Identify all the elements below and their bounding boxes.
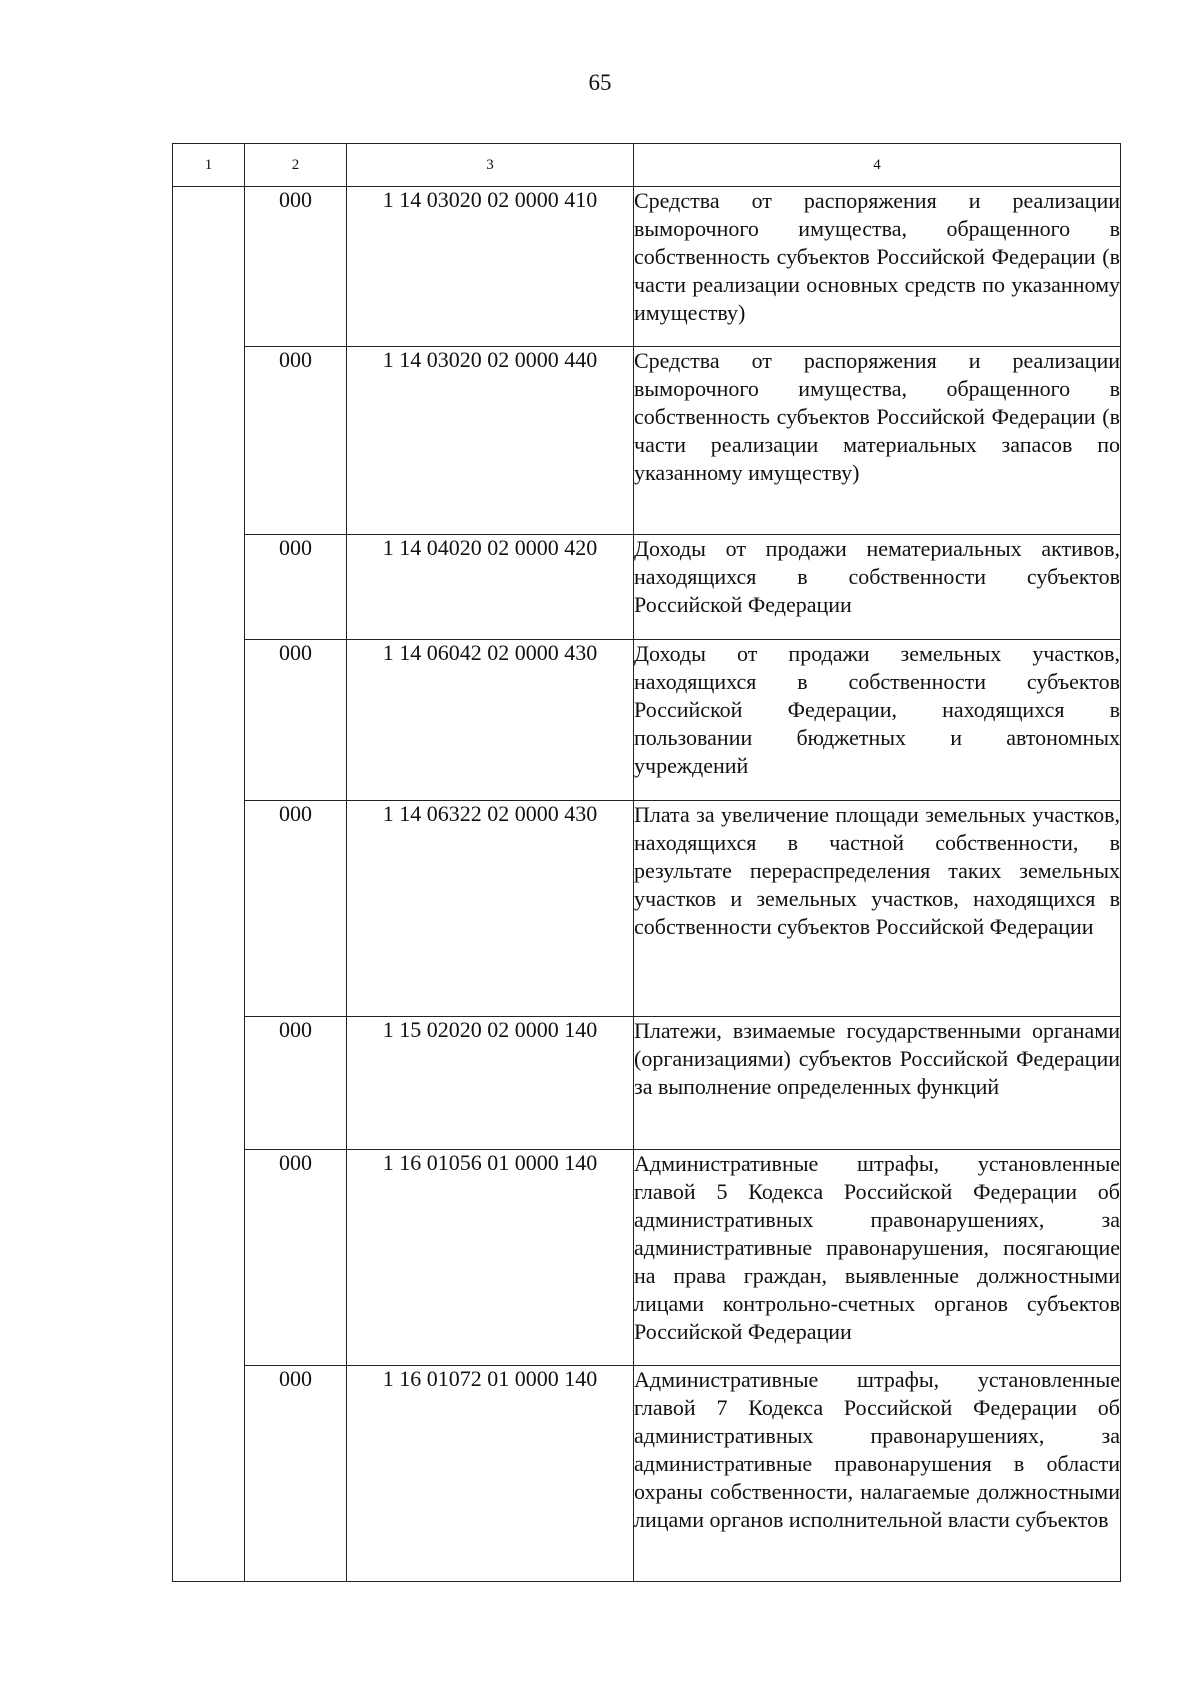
table-row	[173, 535, 1121, 640]
admin-code-cell: 000	[245, 347, 347, 535]
description-cell: Административные штрафы, установленные главой 5 Кодекса Российской Федерации об административных правонарушениях, за административные правонарушения, посягающие на права граждан, выявленные должностными лицами контрольно-счетных органов субъектов Российской Федерации	[634, 1150, 1121, 1366]
column-number-2: 2	[245, 144, 347, 187]
description-cell: Средства от распоряжения и реализации выморочного имущества, обращенного в собственность субъектов Российской Федерации (в части реализации материальных запасов по указанному имуществу)	[634, 347, 1121, 535]
admin-code-cell: 000	[245, 535, 347, 640]
description-cell: Административные штрафы, установленные главой 7 Кодекса Российской Федерации об административных правонарушениях, за административные правонарушения в области охраны собственности, налагаемые должностными лицами органов исполнительной власти субъектов	[634, 1366, 1121, 1582]
table-row	[173, 1150, 1121, 1366]
admin-code-cell: 000	[245, 801, 347, 1017]
admin-code-cell: 000	[245, 187, 347, 347]
column-number-1: 1	[173, 144, 245, 187]
table-row	[173, 801, 1121, 1017]
description-cell: Доходы от продажи нематериальных активов, находящихся в собственности субъектов Российской Федерации	[634, 535, 1121, 640]
revenue-codes-table	[172, 143, 1121, 1582]
empty-first-column-cell	[173, 187, 245, 1582]
admin-code-cell: 000	[245, 1017, 347, 1150]
table-row	[173, 347, 1121, 535]
budget-code-cell: 1 14 06322 02 0000 430	[347, 801, 634, 1017]
description-cell: Плата за увеличение площади земельных участков, находящихся в частной собственности, в результате перераспределения таких земельных участков и земельных участков, находящихся в собственности субъектов Российской Федерации	[634, 801, 1121, 1017]
table-row	[173, 1366, 1121, 1582]
budget-code-cell: 1 14 03020 02 0000 410	[347, 187, 634, 347]
description-cell: Средства от распоряжения и реализации выморочного имущества, обращенного в собственность субъектов Российской Федерации (в части реализации основных средств по указанному имуществу)	[634, 187, 1121, 347]
column-number-row	[173, 144, 1121, 187]
admin-code-cell: 000	[245, 640, 347, 801]
table-row	[173, 1017, 1121, 1150]
page-number: 65	[588, 70, 612, 95]
budget-code-cell: 1 14 06042 02 0000 430	[347, 640, 634, 801]
column-number-4: 4	[634, 144, 1121, 187]
budget-code-cell: 1 15 02020 02 0000 140	[347, 1017, 634, 1150]
table-row	[173, 187, 1121, 347]
budget-code-cell: 1 16 01072 01 0000 140	[347, 1366, 634, 1582]
budget-code-cell: 1 14 03020 02 0000 440	[347, 347, 634, 535]
budget-code-cell: 1 14 04020 02 0000 420	[347, 535, 634, 640]
admin-code-cell: 000	[245, 1366, 347, 1582]
table-row	[173, 640, 1121, 801]
description-cell: Платежи, взимаемые государственными органами (организациями) субъектов Российской Федерации за выполнение определенных функций	[634, 1017, 1121, 1150]
admin-code-cell: 000	[245, 1150, 347, 1366]
column-number-3: 3	[347, 144, 634, 187]
description-cell: Доходы от продажи земельных участков, находящихся в собственности субъектов Российской Федерации, находящихся в пользовании бюджетных и автономных учреждений	[634, 640, 1121, 801]
budget-code-cell: 1 16 01056 01 0000 140	[347, 1150, 634, 1366]
